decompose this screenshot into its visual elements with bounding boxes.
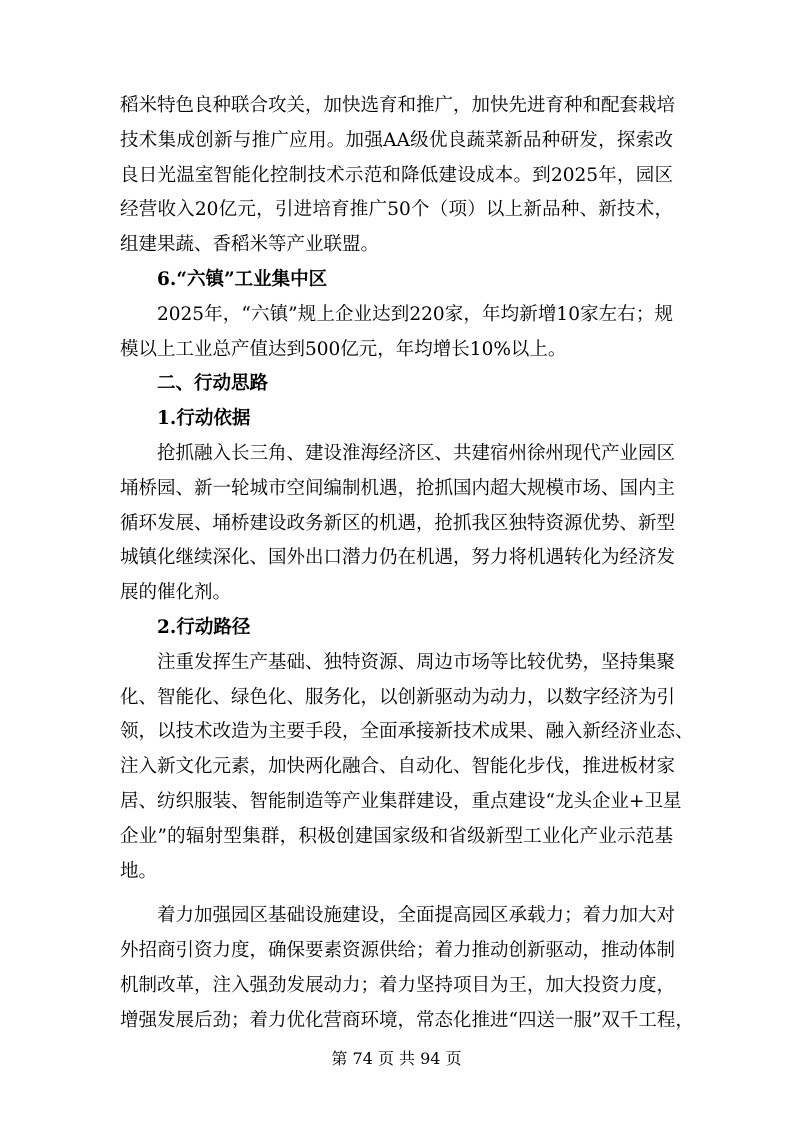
text-line: 技术集成创新与推广应用。加强AA级优良蔬菜新品种研发，探索改 [120,129,673,151]
text-line: 企业”的辐射型集群，积极创建国家级和省级新型工业化产业示范基 [120,825,673,847]
text-line: 机制改革，注入强劲发展动力；着力坚持项目为王，加大投资力度， [120,974,676,996]
paragraph [120,437,676,611]
heading-text: 6.“六镇”工业集中区 [157,268,328,290]
text-line: 埇桥园、新一轮城市空间编制机遇，抢抓国内超大规模市场、国内主 [120,477,676,499]
text-line: 组建果蔬、香稻米等产业联盟。 [120,234,380,256]
text-line: 地。 [120,860,158,882]
text-line: 着力加强园区基础设施建设，全面提高园区承载力；着力加大对 [157,905,676,927]
text-line: 循环发展、埇桥建设政务新区的机遇，抢抓我区独特资源优势、新型 [120,512,676,534]
paragraph [120,646,694,890]
heading-text: 2.行动路径 [157,616,251,638]
document-body [120,89,694,1073]
heading-text: 二、行动思路 [157,373,269,395]
heading-text: 1.行动依据 [157,408,251,430]
text-line: 展的催化剂。 [120,582,232,604]
text-line: 注重发挥生产基础、独特资源、周边市场等比较优势，坚持集聚 [157,651,676,673]
text-line: 城镇化继续深化、国外出口潜力仍在机遇，努力将机遇转化为经济发 [120,547,676,569]
paragraph [120,89,676,263]
paragraph [120,298,673,368]
section-heading [120,263,673,298]
text-line: 化、智能化、绿色化、服务化，以创新驱动为动力，以数字经济为引 [120,686,676,708]
text-line: 注入新文化元素，加快两化融合、自动化、智能化步伐，推进板材家 [120,756,676,778]
section-heading [120,367,673,402]
text-line: 增强发展后劲；着力优化营商环境，常态化推进“四送一服”双千工程， [120,1009,694,1031]
text-line: 稻米特色良种联合攻关，加快选育和推广，加快先进育种和配套栽培 [120,95,676,116]
text-line: 领，以技术改造为主要手段，全面承接新技术成果、融入新经济业态、 [120,721,694,743]
subsection-heading [120,402,673,437]
subsection-heading [120,611,673,646]
text-line: 抢抓融入长三角、建设淮海经济区、共建宿州徐州现代产业园区 [157,442,676,464]
text-line: 2025年，“六镇”规上企业达到220家，年均新增10家左右；规 [157,303,673,325]
text-line: 外招商引资力度，确保要素资源供给；着力推动创新驱动，推动体制 [120,940,676,962]
page-number-footer: 第 74 页 共 94 页 [331,1049,462,1068]
paragraph-spacer [120,889,673,899]
text-line: 经营收入20亿元，引进培育推广50个（项）以上新品种、新技术， [120,199,673,221]
text-line: 模以上工业总产值达到500亿元，年均增长10%以上。 [120,338,567,360]
text-line: 居、纺织服装、智能制造等产业集群建设，重点建设“龙头企业+卫星 [120,790,682,812]
text-line: 良日光温室智能化控制技术示范和降低建设成本。到2025年，园区 [120,164,673,186]
